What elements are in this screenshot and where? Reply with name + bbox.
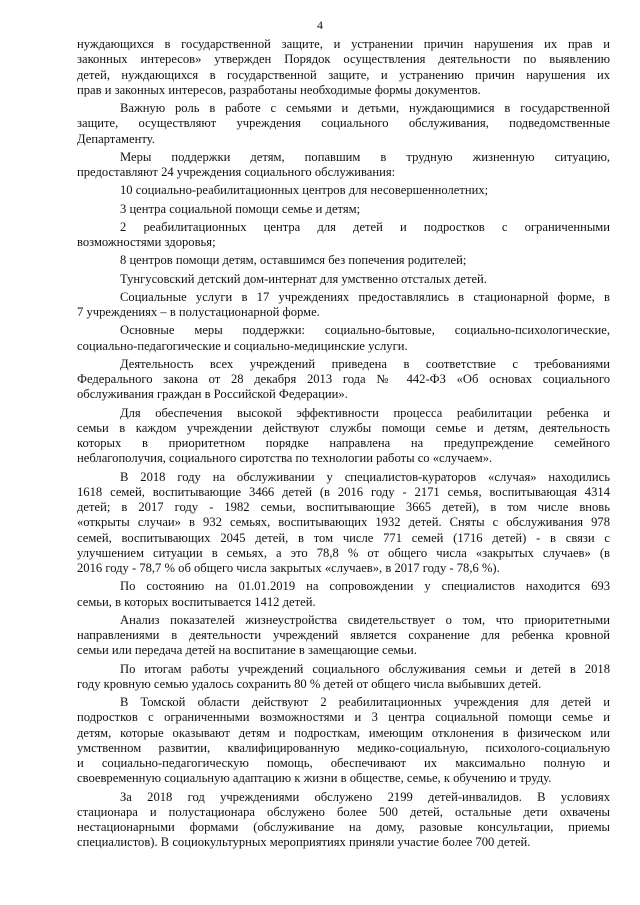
paragraph bbox=[77, 150, 610, 181]
text-line: 2016 году - 78,7 % об общего числа закрытых «случаев», в 2017 году - 78,6 %). bbox=[77, 561, 500, 575]
text-line: стационара и полустационара обслужено более 500 детей, остальные дети охвачены bbox=[77, 804, 610, 819]
paragraph bbox=[77, 253, 610, 268]
text-line: 7 учреждениях – в полустационарной форме. bbox=[77, 305, 320, 319]
paragraph bbox=[77, 101, 610, 147]
text-line: 1618 семей, воспитывающие 3466 детей (в 2016 году - 2171 семья, воспитывающая 4314 bbox=[77, 484, 610, 499]
paragraph bbox=[77, 579, 610, 610]
text-line: году кровную семью удалось сохранить 80 % детей от общего числа выбывших детей. bbox=[77, 676, 542, 691]
text-line: детям, которые оказывают детям и подросткам, имеющим отклонения в физическом или bbox=[77, 725, 610, 740]
text-line: Меры поддержки детям, попавшим в трудную жизненную ситуацию, bbox=[120, 149, 610, 164]
paragraph bbox=[77, 37, 610, 98]
text-line: которых в приоритетном порядке направлена на предупреждение семейного bbox=[77, 436, 610, 450]
text-line: подростков с ограниченными возможностями и 3 центра социальной помощи семье и bbox=[77, 710, 610, 725]
paragraph bbox=[77, 470, 610, 577]
paragraph bbox=[77, 183, 610, 198]
paragraph bbox=[77, 613, 610, 659]
text-line: социально-педагогические и социально-медицинские услуги. bbox=[77, 338, 408, 353]
text-line: Федерального закона от 28 декабря 2013 года № 442-ФЗ «Об основах социального bbox=[77, 372, 610, 386]
text-line: За 2018 год учреждениями обслужено 2199 детей-инвалидов. В условиях bbox=[120, 789, 610, 804]
text-line: неблагополучия, социального сиротства по технологии работы со «случаем». bbox=[77, 451, 493, 466]
text-line: Социальные услуги в 17 учреждениях предоставлялись в стационарной форме, в bbox=[120, 289, 610, 304]
paragraph bbox=[77, 695, 610, 787]
paragraph bbox=[77, 202, 610, 217]
text-line: детей; в 2017 году - 1982 семьи, воспитывающие 3665 детей), в том числе вновь bbox=[77, 500, 610, 514]
text-line: и социально-педагогическую помощь, обеспечивают их максимально полную и bbox=[77, 756, 610, 770]
paragraph bbox=[77, 323, 610, 354]
text-line: семьи, в которых воспитывается 1412 детей. bbox=[77, 594, 316, 609]
text-line: своевременную социальную адаптацию к жизни в обществе, семье, к обучению и труду. bbox=[77, 771, 552, 786]
paragraph bbox=[77, 662, 610, 693]
text-line: семьи или передача детей на воспитание в замещающие семьи. bbox=[77, 643, 417, 658]
paragraph bbox=[77, 357, 610, 403]
text-line: Тунгусовский детский дом-интернат для умственно отсталых детей. bbox=[120, 271, 487, 286]
text-line: обслуживания граждан в Российской Федерации». bbox=[77, 387, 348, 402]
text-line: детей, нуждающихся в государственной защите, и устранению причин нарушения их bbox=[77, 67, 610, 82]
text-line: специалистов). В социокультурных мероприятиях приняли участие более 700 детей. bbox=[77, 835, 531, 850]
text-line: законных интересов» утвержден Порядок осуществления деятельности по выявлению bbox=[77, 52, 610, 67]
text-line: защите, осуществляют учреждения социального обслуживания, подведомственные bbox=[77, 116, 610, 131]
text-line: По состоянию на 01.01.2019 на сопровождении у специалистов находится 693 bbox=[120, 579, 610, 594]
text-line: 3 центра социальной помощи семье и детям; bbox=[120, 201, 361, 216]
text-line: 10 социально-реабилитационных центров для несовершеннолетних; bbox=[120, 183, 489, 198]
paragraph bbox=[77, 272, 610, 287]
text-line: Основные меры поддержки: социально-бытовые, социально-психологические, bbox=[120, 323, 610, 338]
text-line: Важную роль в работе с семьями и детьми, нуждающимися в государственной bbox=[120, 101, 610, 115]
paragraph bbox=[77, 220, 610, 251]
text-line: По итогам работы учреждений социального обслуживания семьи и детей в 2018 bbox=[120, 661, 610, 676]
text-line: семей, воспитывающих 2045 детей, в том числе 771 семей (1716 детей) - в связи с bbox=[77, 530, 610, 545]
text-line: 8 центров помощи детям, оставшимся без попечения родителей; bbox=[120, 253, 467, 268]
document-body bbox=[77, 37, 610, 851]
text-line: В 2018 году на обслуживании у специалистов-кураторов «случая» находились bbox=[120, 469, 610, 484]
text-line: прав и законных интересов, разработаны необходимые формы документов. bbox=[77, 82, 481, 97]
paragraph bbox=[77, 290, 610, 321]
text-line: нестационарными формами (обслуживание на дому, разовые консультации, приемы bbox=[77, 820, 610, 834]
text-line: «открыты случаи» в 932 семьях, воспитывающих 1932 детей. Сняты с обслуживания 978 bbox=[77, 515, 610, 530]
text-line: нуждающихся в государственной защите, и устранении причин нарушения их прав и bbox=[77, 37, 610, 51]
text-line: предоставляют 24 учреждения социального обслуживания: bbox=[77, 165, 396, 179]
text-line: Деятельность всех учреждений приведена в соответствие с требованиями bbox=[120, 356, 610, 371]
text-line: Анализ показателей жизнеустройства свидетельствует о том, что приоритетными bbox=[120, 612, 610, 627]
text-line: улучшением ситуации в семьях, а это 78,8 % от общего числа «закрытых случаев» (в bbox=[77, 545, 610, 560]
text-line: семьи в каждом учреждении действуют службы помощи семье и детям, деятельность bbox=[77, 420, 610, 435]
text-line: Департаменту. bbox=[77, 131, 155, 146]
text-line: возможностями здоровья; bbox=[77, 235, 216, 249]
page-number: 4 bbox=[317, 18, 323, 32]
text-line: В Томской области действуют 2 реабилитационных учреждения для детей и bbox=[120, 695, 610, 709]
paragraph bbox=[77, 790, 610, 851]
paragraph bbox=[77, 406, 610, 467]
text-line: умственном развитии, квалифицированную медико-социальную, психолого-социальную bbox=[77, 740, 610, 755]
text-line: Для обеспечения высокой эффективности процесса реабилитации ребенка и bbox=[120, 405, 610, 420]
text-line: 2 реабилитационных центра для детей и подростков с ограниченными bbox=[120, 219, 610, 234]
text-line: направлениями в деятельности учреждений является сохранение для ребенка кровной bbox=[77, 628, 610, 642]
